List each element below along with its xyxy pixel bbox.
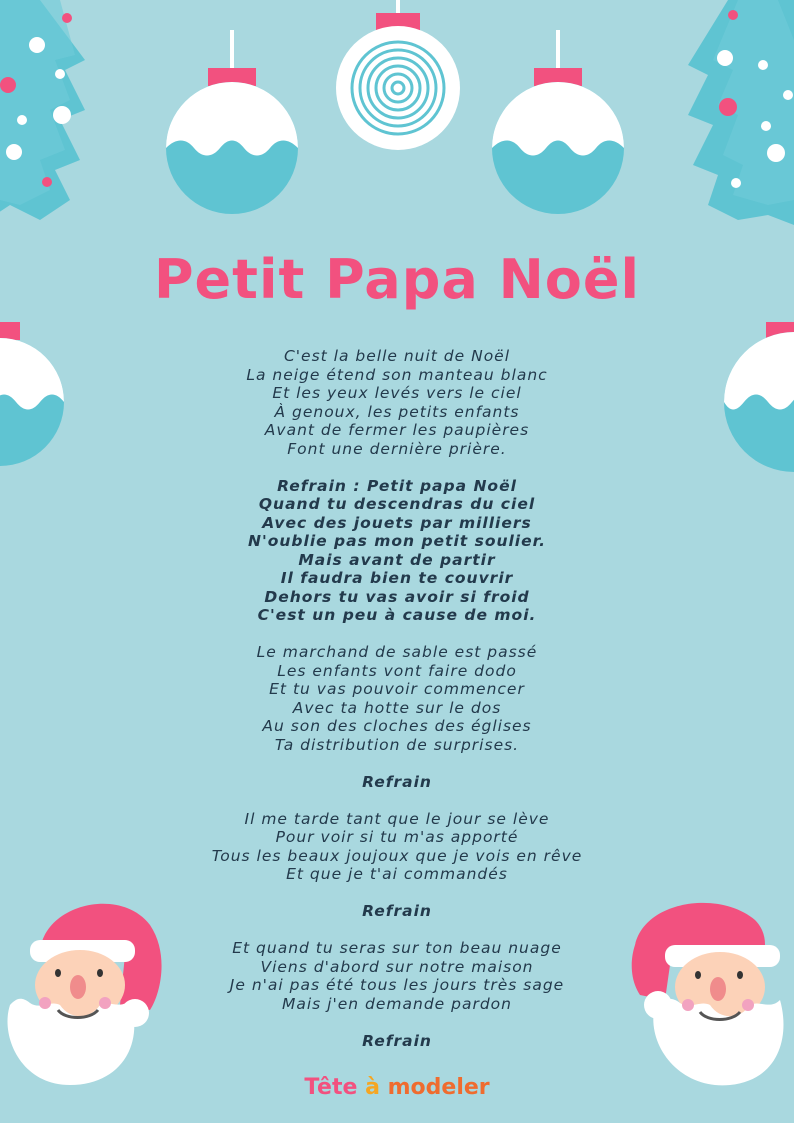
chorus-line: Refrain : Petit papa Noël bbox=[277, 476, 517, 495]
lyric-line: Mais j'en demande pardon bbox=[282, 994, 512, 1013]
lyric-line: Avec ta hotte sur le dos bbox=[292, 698, 502, 717]
song-lyrics bbox=[0, 347, 794, 1069]
lyric-line: Et les yeux levés vers le ciel bbox=[272, 384, 522, 402]
logo-word: modeler bbox=[387, 1075, 490, 1100]
lyric-line: Pour voir si tu m'as apporté bbox=[275, 828, 519, 846]
song-title: Petit Papa Noël bbox=[153, 248, 641, 311]
lyric-line: Je n'ai pas été tous les jours très sage bbox=[229, 976, 565, 994]
logo-word: Tête bbox=[304, 1075, 358, 1100]
lyric-line: Les enfants vont faire dodo bbox=[277, 661, 517, 680]
lyric-line: À genoux, les petits enfants bbox=[274, 402, 520, 421]
chorus-line: Il faudra bien te couvrir bbox=[280, 569, 514, 587]
chorus-line: Dehors tu vas avoir si froid bbox=[264, 587, 530, 606]
lyric-line: Et que je t'ai commandés bbox=[286, 865, 508, 883]
brand-logo bbox=[0, 1075, 794, 1100]
chorus-line: C'est un peu à cause de moi. bbox=[257, 606, 537, 624]
christmas-ornament-icon bbox=[486, 30, 636, 220]
chorus-line: Mais avant de partir bbox=[298, 550, 496, 569]
chorus-line: Quand tu descendras du ciel bbox=[258, 495, 536, 513]
christmas-tree-icon bbox=[688, 0, 794, 225]
lyric-line: Viens d'abord sur notre maison bbox=[260, 957, 534, 976]
lyric-line: Tous les beaux joujoux que je vois en rêve bbox=[211, 846, 583, 865]
christmas-ornament-icon bbox=[333, 0, 463, 155]
chorus-line: N'oublie pas mon petit soulier. bbox=[248, 532, 546, 550]
lyric-line: C'est la belle nuit de Noël bbox=[283, 347, 511, 365]
refrain-label: Refrain bbox=[362, 772, 432, 791]
lyric-line: Il me tarde tant que le jour se lève bbox=[244, 809, 550, 828]
lyric-line: Ta distribution de surprises. bbox=[274, 735, 520, 754]
verse-4 bbox=[0, 939, 794, 1013]
lyric-line: Au son des cloches des églises bbox=[262, 717, 532, 735]
lyric-line: Et quand tu seras sur ton beau nuage bbox=[232, 939, 562, 957]
lyric-line: Le marchand de sable est passé bbox=[256, 643, 538, 661]
chorus bbox=[0, 477, 794, 625]
lyric-line: Font une dernière prière. bbox=[287, 439, 507, 458]
refrain-label: Refrain bbox=[362, 902, 432, 920]
logo-word: à bbox=[365, 1075, 380, 1100]
verse-1 bbox=[0, 347, 794, 458]
lyric-line: Et tu vas pouvoir commencer bbox=[269, 680, 525, 698]
verse-3 bbox=[0, 810, 794, 884]
christmas-ornament-icon bbox=[160, 30, 310, 220]
lyric-line: Avant de fermer les paupières bbox=[264, 421, 530, 439]
refrain-label: Refrain bbox=[362, 1031, 432, 1050]
christmas-tree-icon bbox=[0, 0, 110, 225]
verse-2 bbox=[0, 643, 794, 754]
lyric-line: La neige étend son manteau blanc bbox=[246, 365, 548, 384]
chorus-line: Avec des jouets par milliers bbox=[262, 513, 532, 532]
